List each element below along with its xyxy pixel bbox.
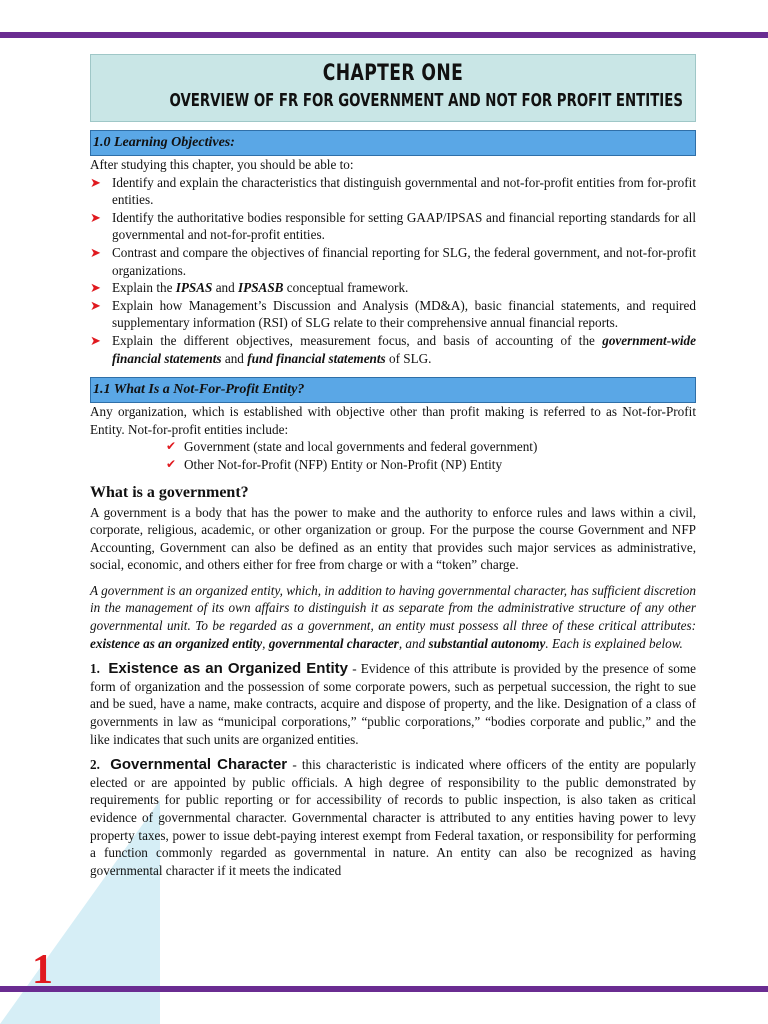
- arrow-right-icon: ➤: [90, 332, 101, 348]
- chapter-subtitle: OVERVIEW OF FR FOR GOVERNMENT AND NOT FOR PROFIT ENTITIES: [169, 90, 683, 111]
- objectives-intro: After studying this chapter, you should be able to:: [90, 157, 354, 172]
- arrow-right-icon: ➤: [90, 297, 101, 313]
- bottom-accent-bar: [0, 986, 768, 992]
- list-item: ➤ Explain the IPSAS and IPSASB conceptual framework.: [90, 280, 409, 296]
- government-definition: A government is a body that has the power to make and the authority to enforce rules and laws within a civil, corporate, religious, academic, or other organization or group. For the purpose the course Government and NFP Accounting, Government can also be defined as an entity that provides such major services as administrative, social, economic, and others either for free from charge or with a “token” charge.: [90, 504, 696, 573]
- attribute-governmental-character: 2. Governmental Character - this characteristic is indicated where officers of the entity are popularly elected or are appointed by public officials. A high degree of responsibility to the public demonstrated by requirements for public reporting or for accessibility of records to public inspection, is also taken as critical evidence of governmental character. Governmental character is attributed to any entities having power to levy property taxes, power to issue debt-paying interest exempt from Federal taxation, or responsibility for performing a function commonly regarded as governmental in nature. An entity can also be recognized as having governmental character if it meets the indicated: [90, 756, 696, 878]
- government-heading: What is a government?: [90, 483, 249, 501]
- page-content: [90, 54, 696, 879]
- attribute-organized-entity: 1. Existence as an Organized Entity - Evidence of this attribute is provided by the presence of some form of organization and the possession of some corporate powers, such as perpetual succession, the right to sue and be sued, have a name, make contracts, acquire and dispose of property, and the like. Designation of a class of governments in law as “municipal corporations,” “public corporations,” “bodies corporate and public,” and the like indicates that such units are organized entities.: [90, 660, 696, 747]
- section-heading-nfp: 1.1 What Is a Not-For-Profit Entity?: [90, 377, 696, 403]
- list-item: ✔ Government (state and local governments and federal government): [166, 439, 538, 455]
- check-mark-icon: ✔: [166, 439, 177, 454]
- section-heading-objectives: 1.0 Learning Objectives:: [90, 130, 696, 156]
- list-item: ➤ Identify the authoritative bodies responsible for setting GAAP/IPSAS and financial reporting standards for all governmental and not-for-profit entities.: [90, 209, 696, 243]
- check-mark-icon: ✔: [166, 456, 177, 471]
- chapter-header: [90, 54, 696, 122]
- arrow-right-icon: ➤: [90, 244, 101, 260]
- page-number: 1: [32, 947, 53, 993]
- arrow-right-icon: ➤: [90, 209, 101, 225]
- objectives-list: [90, 174, 696, 368]
- top-accent-bar: [0, 32, 768, 38]
- list-item: ✔ Other Not-for-Profit (NFP) Entity or Non-Profit (NP) Entity: [166, 456, 503, 472]
- list-item: ➤ Identify and explain the characteristics that distinguish governmental and not-for-profit entities from for-profit entities.: [90, 174, 696, 208]
- nfp-list: [164, 438, 696, 473]
- chapter-title: CHAPTER ONE: [322, 61, 464, 86]
- arrow-right-icon: ➤: [90, 280, 101, 296]
- list-item: ➤ Explain how Management’s Discussion and Analysis (MD&A), basic financial statements, and required supplementary information (RSI) of SLG relate to their comprehensive annual financial reports.: [90, 297, 696, 331]
- list-item: ➤ Explain the different objectives, measurement focus, and basis of accounting of the government-wide financial statements and fund financial statements of SLG.: [90, 332, 696, 366]
- government-quote: A government is an organized entity, which, in addition to having governmental character, has sufficient discretion in the management of its own affairs to distinguish it as separate from the administrative structure of any other governmental unit. To be regarded as a government, an entity must possess all three of these critical attributes: existence as an organized entity, governmental character, and substantial autonomy. Each is explained below.: [90, 582, 696, 651]
- nfp-intro: Any organization, which is established with objective other than profit making is referred to as Not-for-Profit Entity. Not-for-profit entities include:: [90, 404, 696, 437]
- arrow-right-icon: ➤: [90, 174, 101, 190]
- list-item: ➤ Contrast and compare the objectives of financial reporting for SLG, the federal government, and not-for-profit organizations.: [90, 244, 696, 278]
